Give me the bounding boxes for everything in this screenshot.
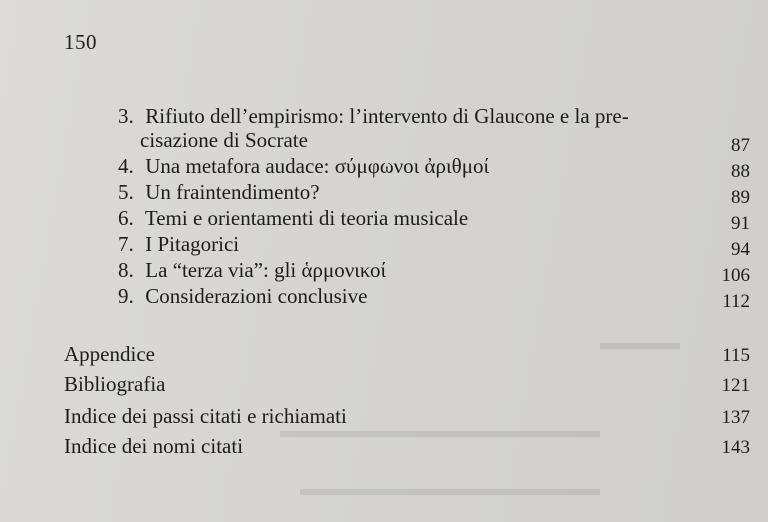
section-page: 137: [721, 407, 750, 428]
entry-page: 106: [721, 265, 750, 286]
section-title: Appendice: [64, 342, 155, 366]
section-page: 143: [721, 437, 750, 458]
toc-entry-6: [118, 206, 468, 230]
entry-title: Una metafora audace: σύμφωνοι ἀριθμοί: [145, 154, 490, 178]
entry-title: La “terza via”: gli ἁρμονικοί: [145, 258, 387, 282]
toc-entry-8: [118, 258, 386, 282]
entry-title: Un fraintendimento?: [145, 180, 320, 204]
toc-entry-7: [118, 232, 239, 256]
entry-page: 91: [731, 213, 750, 234]
entry-title: Temi e orientamenti di teoria musicale: [144, 206, 469, 230]
entry-title: I Pitagorici: [145, 232, 240, 256]
toc-entry-9: [118, 284, 367, 308]
entry-number: 9.: [118, 284, 134, 308]
entry-page: 88: [731, 161, 750, 182]
entry-number: 6.: [118, 206, 134, 230]
toc-entry-4: [118, 154, 489, 178]
toc-section-indice-nomi: [64, 434, 243, 458]
entry-page: 94: [731, 239, 750, 260]
section-title: Bibliografia: [64, 372, 166, 396]
toc-entry-3-continued: [140, 128, 308, 152]
entry-title-line1: Rifiuto dell’empirismo: l’intervento di Glaucone e la pre-: [145, 104, 629, 128]
entry-page: 89: [731, 187, 750, 208]
bleed-through-text: ▬▬▬▬▬▬▬▬▬▬▬▬▬▬▬▬: [280, 420, 600, 442]
entry-page: 87: [731, 135, 750, 156]
section-title: Indice dei passi citati e richiamati: [64, 404, 347, 428]
section-page: 115: [722, 345, 750, 366]
entry-title-line2: cisazione di Socrate: [140, 128, 308, 152]
section-page: 121: [721, 375, 750, 396]
toc-section-bibliografia: [64, 372, 165, 396]
section-title: Indice dei nomi citati: [64, 434, 244, 458]
toc-entry-5: [118, 180, 320, 204]
page-number: 150: [64, 30, 97, 54]
toc-section-appendice: [64, 342, 155, 366]
toc-section-indice-passi: [64, 404, 347, 428]
entry-page: 112: [722, 291, 750, 312]
entry-number: 8.: [118, 258, 134, 282]
entry-number: 7.: [118, 232, 134, 256]
toc-entry-3: [118, 104, 629, 128]
bleed-through-text: ▬▬▬▬▬▬▬▬▬▬▬▬▬▬▬: [300, 478, 600, 500]
entry-title: Considerazioni conclusive: [145, 284, 368, 308]
bleed-through-text: ▬▬▬▬: [600, 332, 680, 354]
entry-number: 4.: [118, 154, 134, 178]
entry-number: 5.: [118, 180, 134, 204]
entry-number: 3.: [118, 104, 134, 128]
